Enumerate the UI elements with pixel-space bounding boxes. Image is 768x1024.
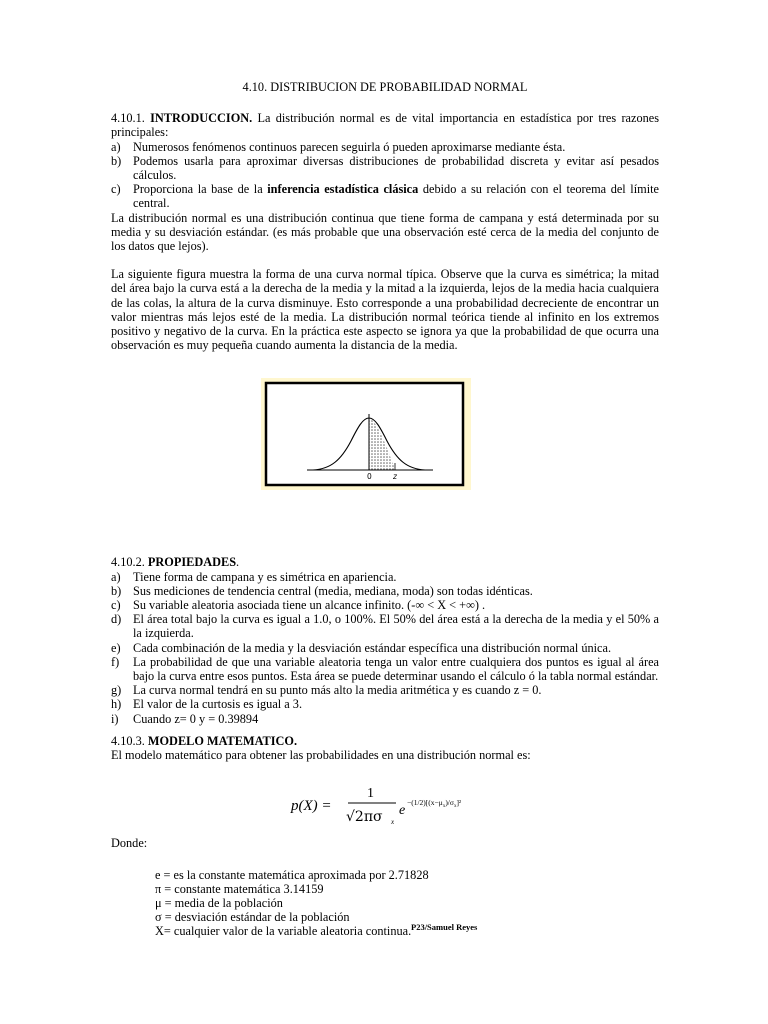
donde-label: Donde: — [111, 836, 148, 851]
formula-lhs: p(X) = — [291, 798, 332, 815]
list-item: a) Tiene forma de campana y es simétrica en apariencia. — [111, 569, 397, 584]
formula-exponent: $-(1/2)[(x-\mu_x)/\sigma_x]^2$ — [407, 798, 462, 810]
document-page — [111, 80, 659, 939]
props-heading-line: 4.10.2. PROPIEDADES. — [111, 555, 240, 570]
formula-denominator: √2πσ — [346, 809, 383, 826]
list-item: d) El área total bajo la curva es igual a 1.0, o 100%. El 50% del área está a la derecha de la media y el 50% a la izquierda. — [111, 612, 659, 641]
axis-label-z: z — [393, 472, 397, 482]
intro-heading: INTRODUCCION. — [150, 111, 253, 126]
list-item: i) Cuando z= 0 y = 0.39894 — [111, 711, 259, 726]
formula-numerator: 1 — [367, 786, 374, 802]
formula-e: e — [399, 803, 406, 819]
model-text: El modelo matemático para obtener las probabilidades en una distribución normal es: — [111, 748, 531, 763]
model-heading-line: 4.10.3. MODELO MATEMATICO. — [111, 733, 298, 748]
normal-pdf-formula — [111, 776, 659, 826]
list-item: a) Numerosos fenómenos continuos parecen seguirla ó pueden aproximarse mediante ésta. — [111, 139, 566, 154]
author-signature: P23/Samuel Reyes — [411, 922, 478, 932]
intro-list — [111, 140, 659, 211]
list-item: f) La probabilidad de que una variable aleatoria tenga un valor entre cualquiera dos puntos es igual al área bajo la curva entre esos puntos. Esta área se puede determinar usando el cálculo ó la tabla normal estándar. — [111, 654, 659, 684]
list-item: b) Sus mediciones de tendencia central (media, mediana, moda) son todas idénticas. — [111, 583, 533, 598]
intro-heading-line — [111, 111, 659, 139]
axis-label-zero: 0 — [367, 472, 372, 482]
list-item: c) Proporciona la base de la inferencia estadística clásica debido a su relación con el teorema del límite central. — [111, 182, 659, 211]
list-item: e) Cada combinación de la media y la desviación estándar específica una distribución normal única. — [111, 640, 612, 655]
model-heading: MODELO MATEMATICO. — [147, 733, 298, 748]
props-list — [111, 570, 659, 726]
intro-paragraph-2: La siguiente figura muestra la forma de una curva normal típica. Observe que la curva es simétrica; la mitad del área bajo la curva está a la derecha de la media y la mitad a la izquierda, lejos de la media hacia cualquiera de las colas, la altura de la curva disminuye. Esto corresponde a una probabilidad decreciente de encontrar un valor mientras más lejos esté de la media. La distribución normal teórica tiende al infinito en los extremos positivo y negativo de la curva. En la práctica este aspecto se ignora ya que la probabilidad de que ocurra una observación es muy pequeña cuando aumenta la distancia de la media. — [111, 267, 659, 353]
list-item: X= cualquier valor de la variable aleatoria continua. — [155, 924, 412, 939]
intro-number: 4.10.1. — [111, 111, 151, 126]
normal-curve-illustration — [263, 378, 471, 490]
list-item: μ = media de la población — [155, 895, 283, 910]
list-item: g) La curva normal tendrá en su punto más alto la media aritmética y es cuando z = 0. — [111, 683, 542, 698]
page-title: 4.10. DISTRIBUCION DE PROBABILIDAD NORMAL — [242, 80, 528, 94]
intro-paragraph-1: La distribución normal es una distribución continua que tiene forma de campana y está determinada por su media y su desviación estándar. (es más probable que una observación esté cerca de la media del conjunto de los datos que lejos). — [111, 210, 659, 254]
list-item: σ = desviación estándar de la población — [155, 910, 350, 925]
list-item: h) El valor de la curtosis es igual a 3. — [111, 697, 303, 712]
props-heading: PROPIEDADES — [147, 555, 237, 570]
list-item: π = constante matemática 3.14159 — [155, 881, 324, 896]
list-item: c) Su variable aleatoria asociada tiene un alcance infinito. (-∞ < X < +∞) . — [111, 598, 486, 613]
definitions-list — [155, 868, 659, 939]
list-item: b) Podemos usarla para aproximar diversas distribuciones de probabilidad discreta y evitar así pesados cálculos. — [111, 153, 659, 183]
svg-text:x: x — [391, 818, 395, 827]
normal-curve-figure — [111, 378, 659, 528]
list-item: e = es la constante matemática aproximada por 2.71828 — [155, 867, 429, 882]
intro-text: La distribución normal es de vital importancia en estadística por tres razones principales: — [111, 111, 659, 140]
